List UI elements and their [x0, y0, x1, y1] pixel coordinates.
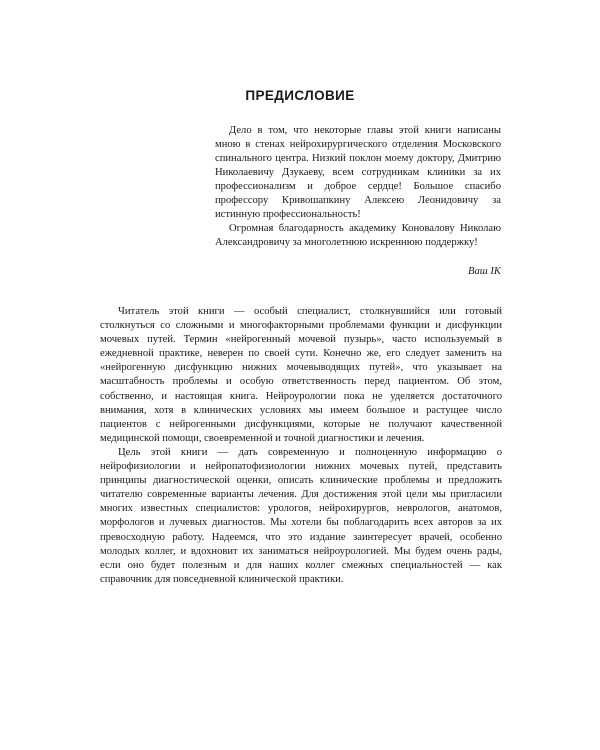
epigraph-signature: Ваш IK: [467, 266, 501, 277]
epigraph-paragraph: Дело в том, что некоторые главы этой книги написаны мною в стенах нейрохирургического отделения Московского спинального центра. Низкий поклон моему доктору, Дмитрию Николаевичу Дзукаеву, всем сотрудникам клиники за их профессионализм и доброе сердце! Большое спасибо профессору Кривошапкину Алексею Леонидовичу за истинную профессиональность!: [215, 125, 501, 220]
epigraph-paragraph: Огромная благодарность академику Коновалову Николаю Александровичу за многолетнюю искреннюю поддержку!: [215, 223, 501, 248]
body-paragraph: Цель этой книги — дать современную и полноценную информацию о нейрофизиологии и нейропатофизиологии нижних мочевых путей, представить принципы диагностической оценки, описать клинические проблемы и предложить читателю современные варианты лечения. Для достижения этой цели мы пригласили многих известных специалистов: урологов, нейрохирургов, неврологов, анатомов, морфологов и лучевых диагностов. Мы хотели бы поблагодарить всех авторов за их превосходную работу. Надеемся, что это издание заинтересует врачей, особенно молодых коллег, и вдохновит их заниматься нейроурологией. Мы будем очень рады, если оно будет полезным и для наших коллег смежных специальностей — как справочник для повседневной клинической практики.: [100, 446, 502, 585]
body-paragraph: Читатель этой книги — особый специалист, столкнувшийся или готовый столкнуться со сложными и многофакторными проблемами функции и дисфункции мочевых путей. Термин «нейрогенный мочевой пузырь», часто используемый в ежедневной практике, неверен по своей сути. Конечно же, его следует заменить на «нейрогенную дисфункцию нижних мочевыводящих путей», что указывает на масштабность проблемы и особую ответственность перед пациентом. Об этом, собственно, и настоящая книга. Нейроурологии пока не уделяется достаточного внимания, хотя в клинических условиях мы имеем большое и растущее число пациентов с нейрогенными дисфункциями, которые не получают качественной медицинской помощи, своевременной и точной диагностики и лечения.: [100, 306, 502, 444]
page-title: ПРЕДИСЛОВИЕ: [245, 88, 355, 103]
epigraph-block: [215, 124, 501, 250]
body-text: [100, 305, 502, 587]
